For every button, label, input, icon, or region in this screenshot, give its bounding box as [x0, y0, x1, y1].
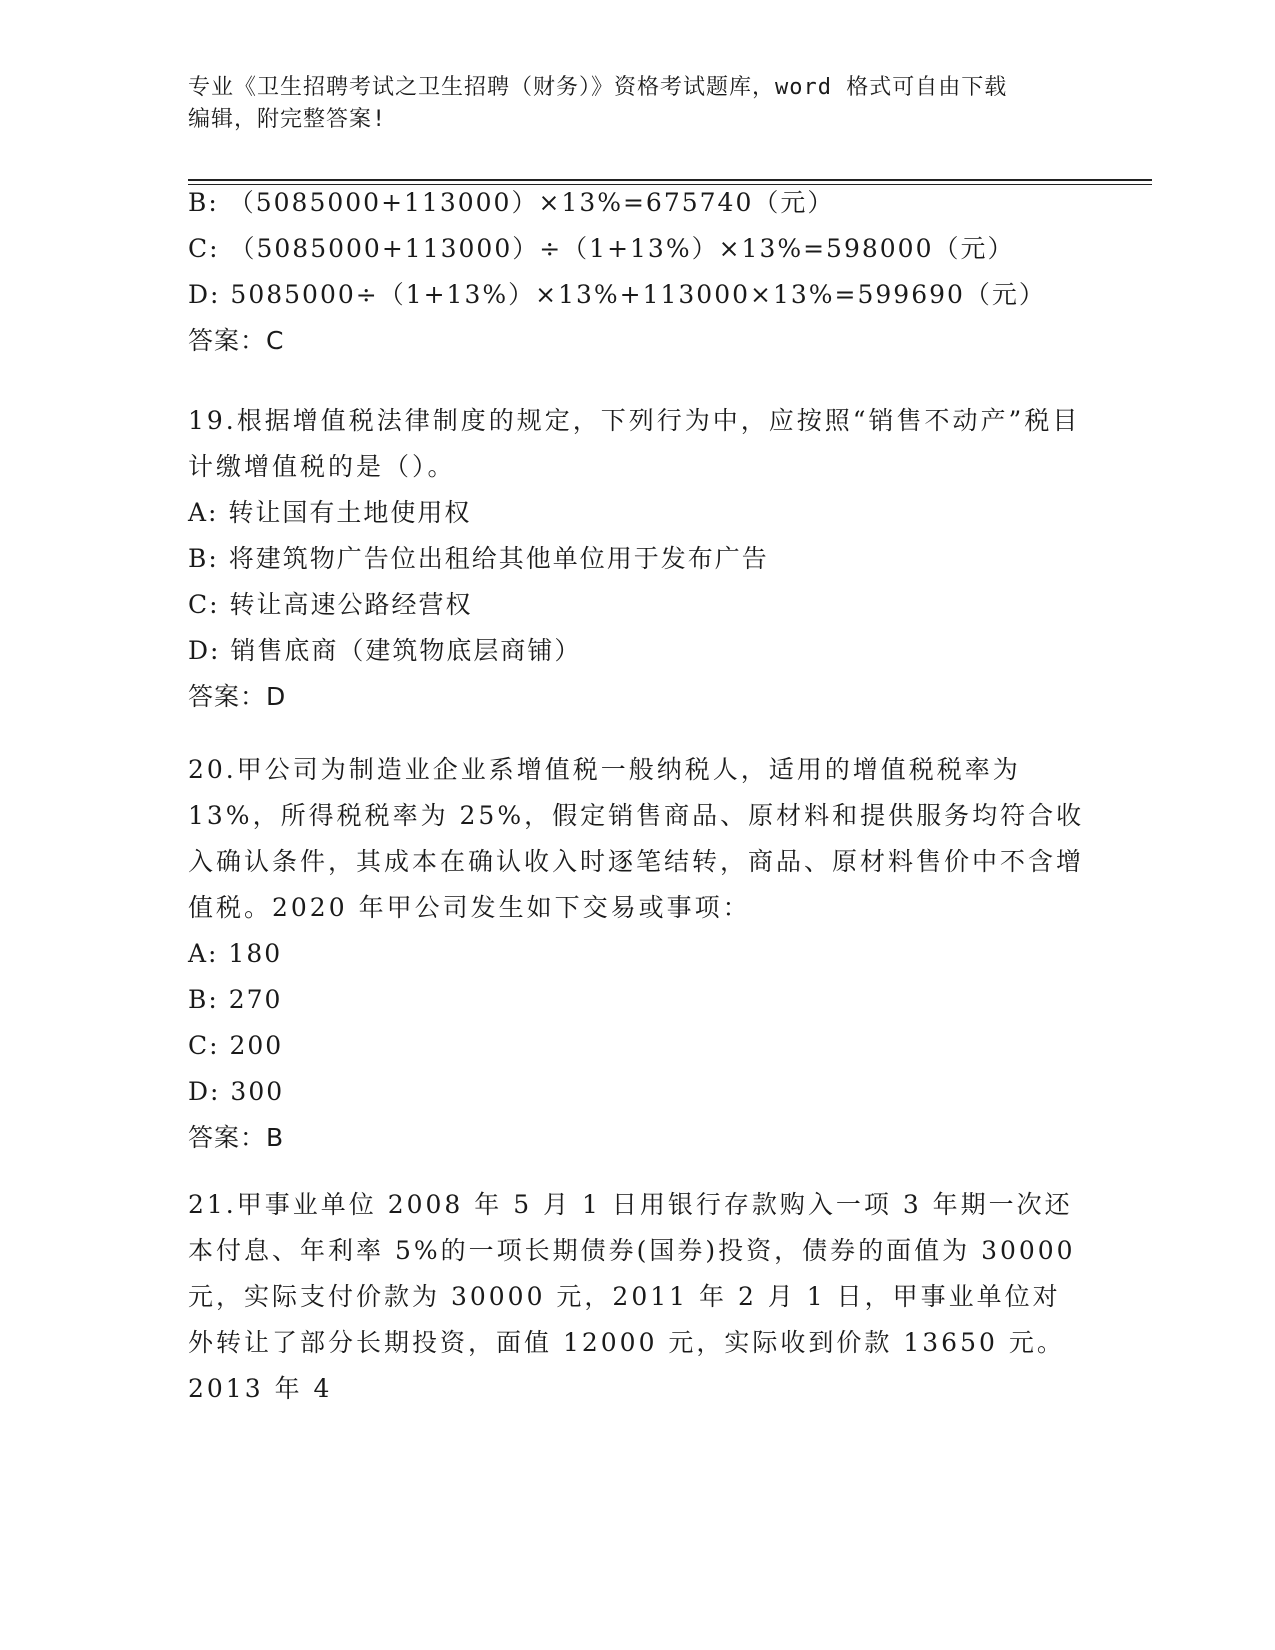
header-line-2: 编辑，附完整答案!: [188, 107, 387, 132]
q19-answer: 答案：D: [188, 682, 287, 711]
q20-stem: 20.甲公司为制造业企业系增值税一般纳税人，适用的增值税税率为 13%，所得税税率为 25%，假定销售商品、原材料和提供服务均符合收入确认条件，其成本在确认收入时逐笔结转，商品、原材料售价中不含增值税。2020 年甲公司发生如下交易或事项：: [188, 755, 1085, 922]
question-19: [188, 398, 1088, 720]
document-header: [188, 72, 1088, 136]
q18-option-c: C: （5085000+113000）÷（1+13%）×13%=598000（元）: [188, 234, 1015, 263]
q19-stem: 19.根据增值税法律制度的规定，下列行为中，应按照“销售不动产”税目计缴增值税的是（）。: [188, 406, 1081, 481]
q20-option-b: B: 270: [188, 985, 283, 1014]
q20-option-a: A: 180: [188, 939, 283, 968]
q19-option-a: A: 转让国有土地使用权: [188, 498, 472, 527]
q19-option-c: C: 转让高速公路经营权: [188, 590, 473, 619]
q18-option-d: D: 5085000÷（1+13%）×13%+113000×13%=599690（元）: [188, 280, 1046, 309]
q19-option-d: D: 销售底商（建筑物底层商铺）: [188, 636, 582, 665]
q18-answer: 答案：C: [188, 326, 285, 355]
header-line-1: 专业《卫生招聘考试之卫生招聘（财务）》资格考试题库，word 格式可自由下载: [188, 75, 1008, 100]
question-21: [188, 1182, 1088, 1412]
q21-stem: 21.甲事业单位 2008 年 5 月 1 日用银行存款购入一项 3 年期一次还本付息、年利率 5%的一项长期债券(国券)投资，债券的面值为 30000 元，实际支付价款为 30000 元，2011 年 2 月 1 日，甲事业单位对外转让了部分长期投资，面值 12000 元，实际收到价款 13650 元。2013 年 4: [188, 1190, 1076, 1403]
q18-option-b: B: （5085000+113000）×13%=675740（元）: [188, 188, 835, 217]
question-20: [188, 747, 1088, 1161]
question-18: [188, 180, 1088, 364]
q19-option-b: B: 将建筑物广告位出租给其他单位用于发布广告: [188, 544, 769, 573]
q20-option-c: C: 200: [188, 1031, 284, 1060]
q20-answer: 答案：B: [188, 1123, 285, 1152]
q20-option-d: D: 300: [188, 1077, 285, 1106]
